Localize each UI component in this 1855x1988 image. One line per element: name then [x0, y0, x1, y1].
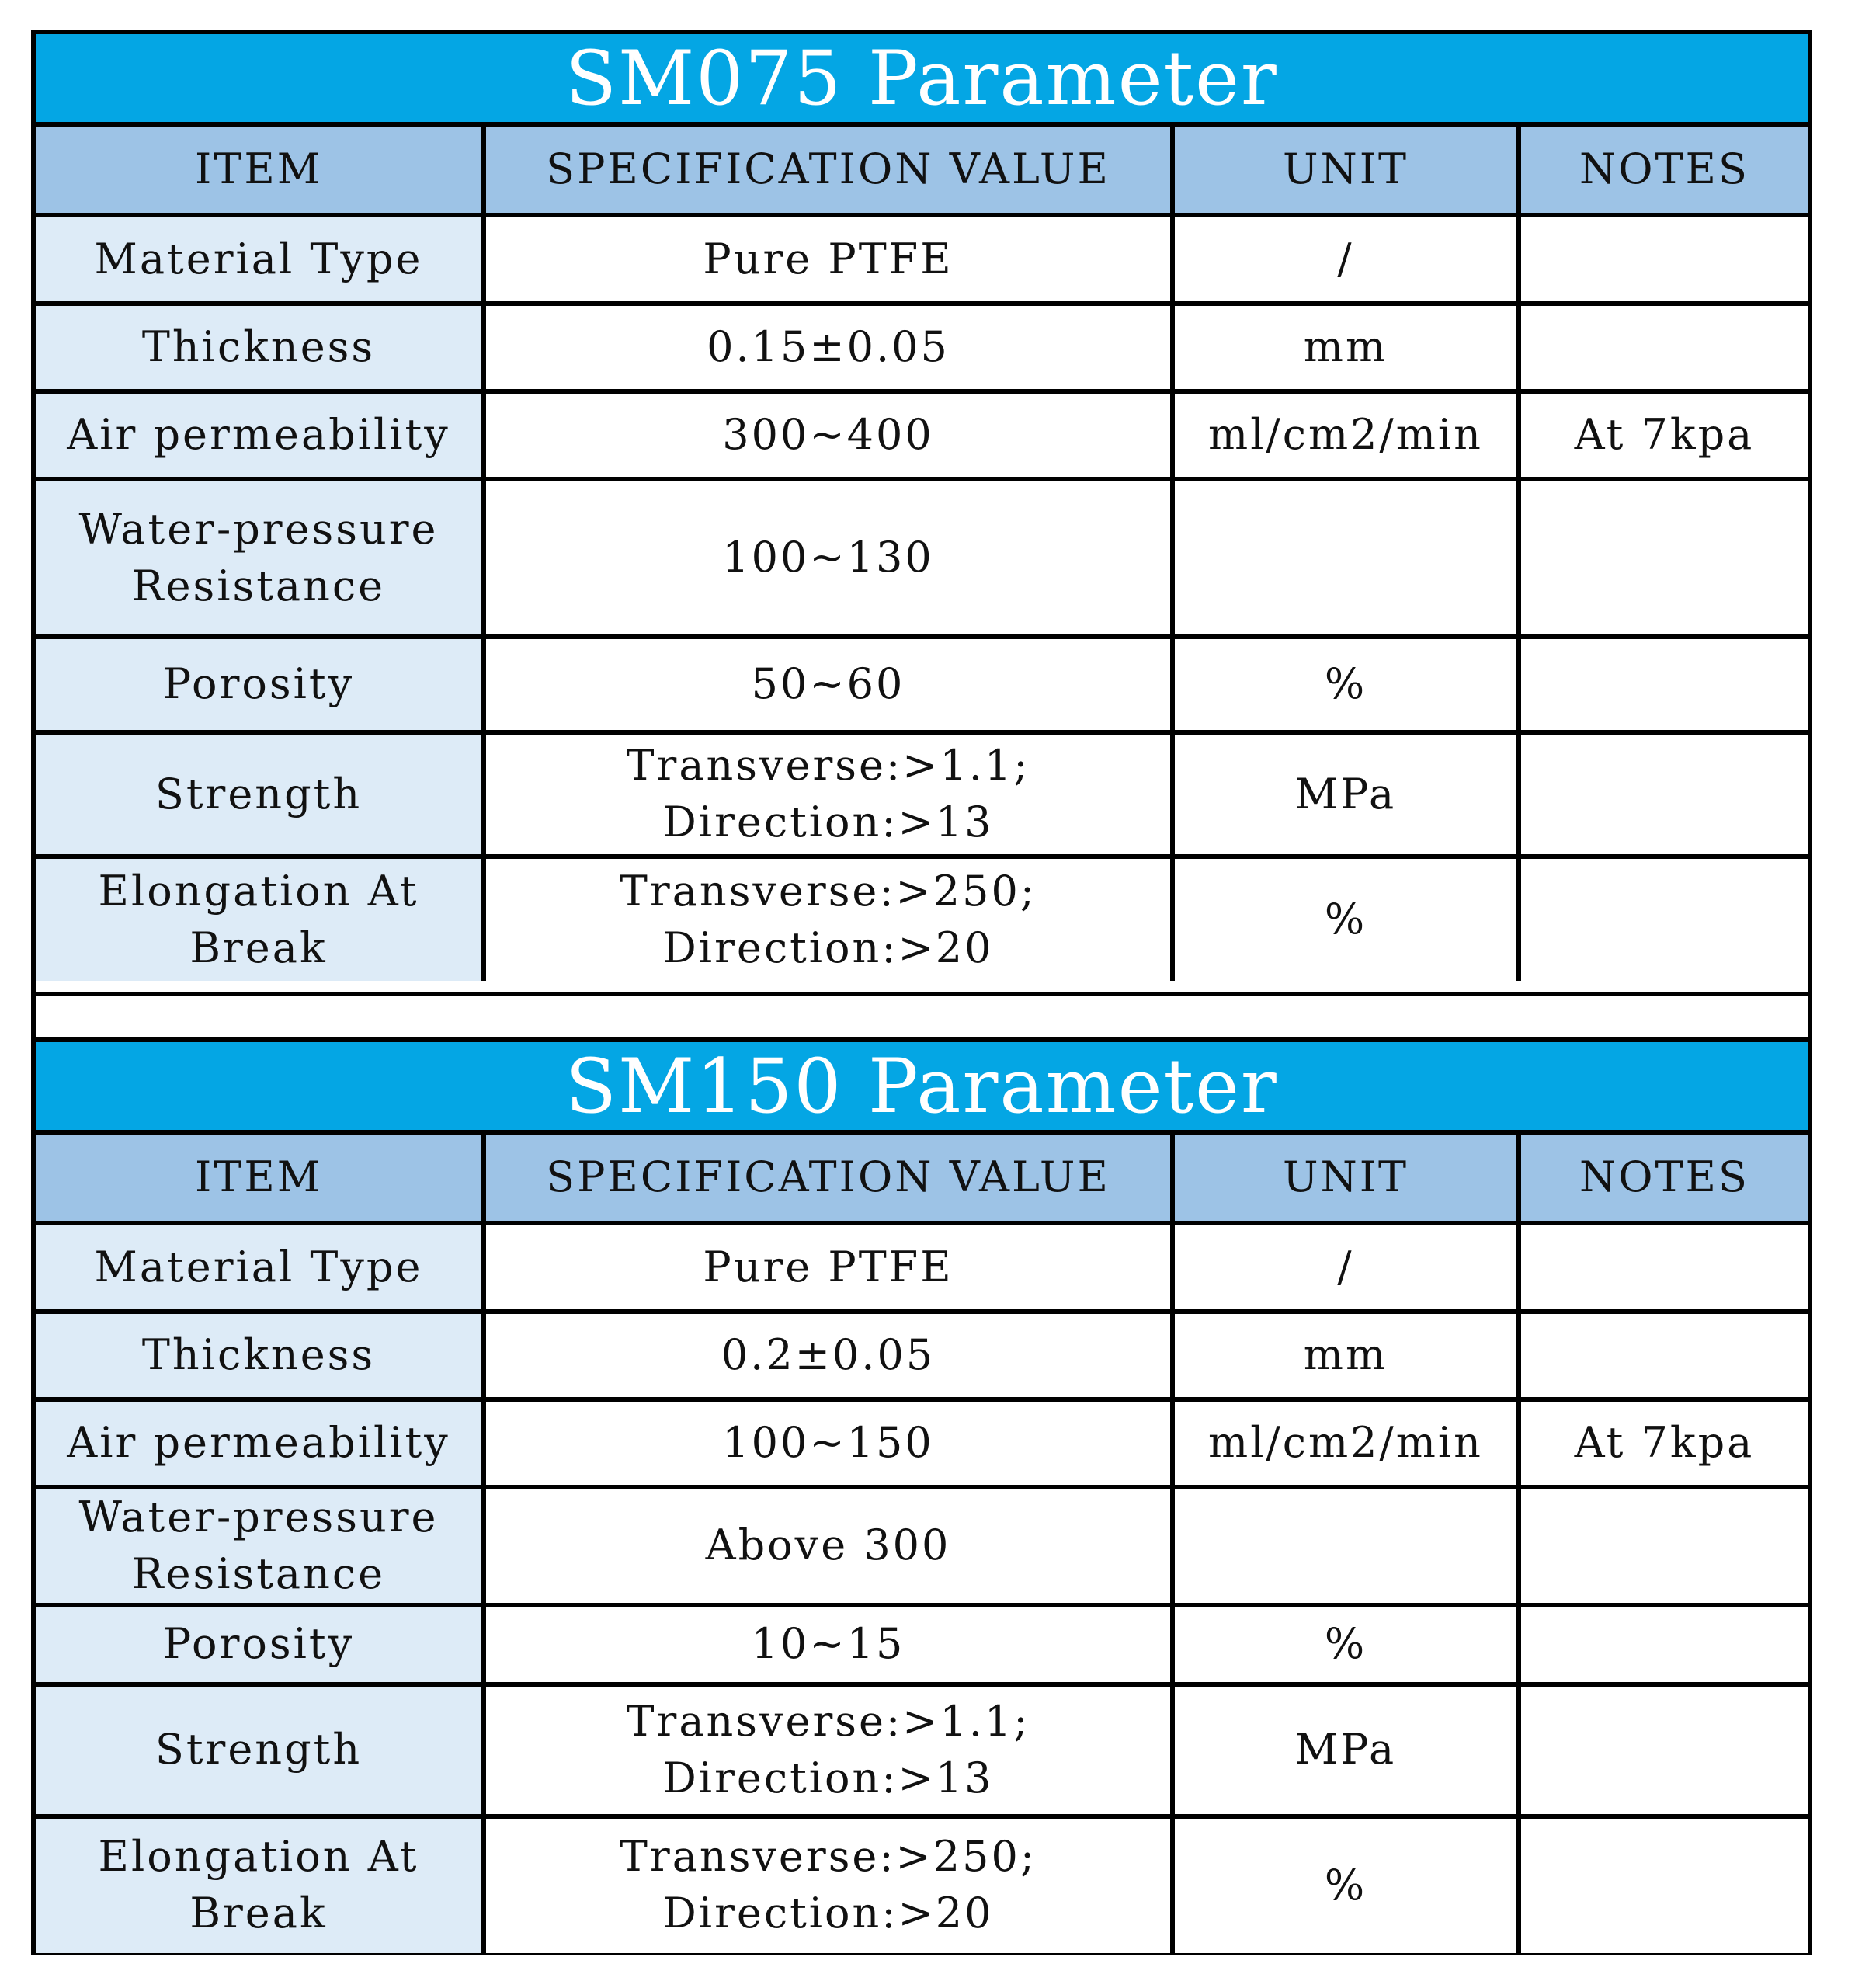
table-row [36, 1684, 1808, 1816]
item-cell [36, 479, 484, 637]
table-row [36, 857, 1808, 981]
table-row [36, 391, 1808, 479]
sm075-rows [36, 127, 1808, 981]
spec-cell [484, 637, 1172, 732]
unit-cell: / [1172, 215, 1519, 304]
spec-cell-line: 300~400 [722, 410, 934, 460]
spec-cell-line: 0.2±0.05 [721, 1330, 936, 1380]
unit-cell [1172, 1487, 1519, 1605]
item-cell-line: Elongation At [98, 1832, 419, 1882]
item-cell-line: Material Type [94, 234, 423, 283]
spec-cell [484, 1487, 1172, 1605]
spec-cell-line: Above 300 [705, 1521, 951, 1570]
item-cell-line: Elongation At [98, 866, 419, 916]
notes-cell [1519, 637, 1808, 732]
unit-cell: MPa [1172, 1684, 1519, 1816]
spec-cell-line: 100~150 [722, 1418, 934, 1468]
table-row [36, 732, 1808, 857]
notes-cell [1519, 1605, 1808, 1684]
notes-cell [1519, 1223, 1808, 1312]
item-cell-line: Resistance [131, 1548, 386, 1598]
unit-cell: mm [1172, 1312, 1519, 1399]
item-cell [36, 304, 484, 391]
sm150-rows [36, 1135, 1808, 1953]
sm075-title: SM075 Parameter [36, 34, 1808, 127]
notes-cell [1519, 479, 1808, 637]
spec-cell-line: Direction:>13 [662, 1753, 994, 1802]
table-row [36, 1399, 1808, 1487]
spec-cell [484, 732, 1172, 857]
notes-cell [1519, 732, 1808, 857]
col-header-spec: SPECIFICATION VALUE [484, 1135, 1172, 1223]
spec-cell-line: Transverse:>250; [619, 1832, 1037, 1882]
spec-cell-line: 0.15±0.05 [707, 322, 950, 372]
item-cell-line: Resistance [131, 561, 386, 610]
sm150-title: SM150 Parameter [36, 1042, 1808, 1135]
notes-cell: At 7kpa [1519, 1399, 1808, 1487]
table-row [36, 637, 1808, 732]
spec-cell-line: Direction:>13 [662, 798, 994, 846]
header-row [36, 1135, 1808, 1223]
spec-cell-line: 50~60 [751, 659, 905, 709]
item-cell-line: Strength [155, 769, 363, 818]
sm075-section [36, 34, 1808, 992]
item-cell-line: Break [189, 923, 328, 972]
item-cell-line: Water-pressure [78, 504, 439, 554]
spec-sheet [31, 30, 1812, 1955]
col-header-notes: NOTES [1519, 1135, 1808, 1223]
col-header-spec: SPECIFICATION VALUE [484, 127, 1172, 215]
item-cell [36, 1399, 484, 1487]
item-cell-line: Thickness [141, 322, 376, 372]
item-cell-line: Thickness [141, 1330, 376, 1380]
spec-cell [484, 391, 1172, 479]
spec-cell [484, 1223, 1172, 1312]
spec-cell [484, 1399, 1172, 1487]
notes-cell [1519, 1487, 1808, 1605]
notes-cell [1519, 1312, 1808, 1399]
item-cell [36, 1605, 484, 1684]
notes-cell [1519, 304, 1808, 391]
item-cell-line: Porosity [162, 659, 355, 709]
spec-cell-line: Pure PTFE [703, 234, 954, 283]
spec-cell [484, 215, 1172, 304]
spec-cell-line: Pure PTFE [703, 1242, 954, 1291]
unit-cell [1172, 479, 1519, 637]
spec-cell [484, 1816, 1172, 1953]
sm075-table [36, 127, 1808, 981]
col-header-unit: UNIT [1172, 127, 1519, 215]
unit-cell: % [1172, 1816, 1519, 1953]
spec-cell-line: Direction:>20 [662, 1889, 994, 1938]
notes-cell: At 7kpa [1519, 391, 1808, 479]
item-cell [36, 391, 484, 479]
table-row [36, 215, 1808, 304]
item-cell [36, 1487, 484, 1605]
spec-cell-line: 10~15 [751, 1619, 905, 1669]
spec-cell [484, 1684, 1172, 1816]
unit-cell: ml/cm2/min [1172, 391, 1519, 479]
table-row [36, 1487, 1808, 1605]
table-row [36, 1605, 1808, 1684]
unit-cell: % [1172, 857, 1519, 981]
spec-cell-line: Transverse:>1.1; [626, 741, 1030, 791]
item-cell [36, 1312, 484, 1399]
spec-cell-line: 100~130 [722, 533, 934, 582]
section-divider [36, 992, 1808, 1042]
item-cell-line: Material Type [94, 1242, 423, 1291]
unit-cell: % [1172, 1605, 1519, 1684]
item-cell-line: Break [189, 1889, 328, 1938]
spec-cell [484, 1605, 1172, 1684]
notes-cell [1519, 215, 1808, 304]
unit-cell: % [1172, 637, 1519, 732]
spec-cell-line: Transverse:>250; [619, 866, 1037, 916]
table-row [36, 1312, 1808, 1399]
unit-cell: ml/cm2/min [1172, 1399, 1519, 1487]
notes-cell [1519, 1684, 1808, 1816]
item-cell [36, 1223, 484, 1312]
table-row [36, 1223, 1808, 1312]
item-cell [36, 1816, 484, 1953]
item-cell-line: Porosity [162, 1619, 355, 1669]
col-header-item: ITEM [36, 1135, 484, 1223]
header-row [36, 127, 1808, 215]
item-cell-line: Water-pressure [78, 1493, 439, 1541]
notes-cell [1519, 1816, 1808, 1953]
table-row [36, 479, 1808, 637]
item-cell [36, 637, 484, 732]
col-header-unit: UNIT [1172, 1135, 1519, 1223]
col-header-notes: NOTES [1519, 127, 1808, 215]
spec-cell [484, 479, 1172, 637]
table-row [36, 304, 1808, 391]
notes-cell [1519, 857, 1808, 981]
unit-cell: mm [1172, 304, 1519, 391]
spec-cell [484, 304, 1172, 391]
item-cell-line: Air permeability [67, 1418, 450, 1468]
item-cell [36, 857, 484, 981]
item-cell [36, 732, 484, 857]
sm150-section [36, 1042, 1808, 1951]
table-row [36, 1816, 1808, 1953]
unit-cell: MPa [1172, 732, 1519, 857]
item-cell-line: Air permeability [67, 410, 450, 460]
sm150-table [36, 1135, 1808, 1953]
spec-cell-line: Direction:>20 [662, 923, 994, 972]
col-header-item: ITEM [36, 127, 484, 215]
spec-cell [484, 857, 1172, 981]
spec-cell-line: Transverse:>1.1; [626, 1696, 1030, 1746]
unit-cell: / [1172, 1223, 1519, 1312]
item-cell [36, 215, 484, 304]
item-cell-line: Strength [155, 1725, 363, 1774]
spec-cell [484, 1312, 1172, 1399]
item-cell [36, 1684, 484, 1816]
